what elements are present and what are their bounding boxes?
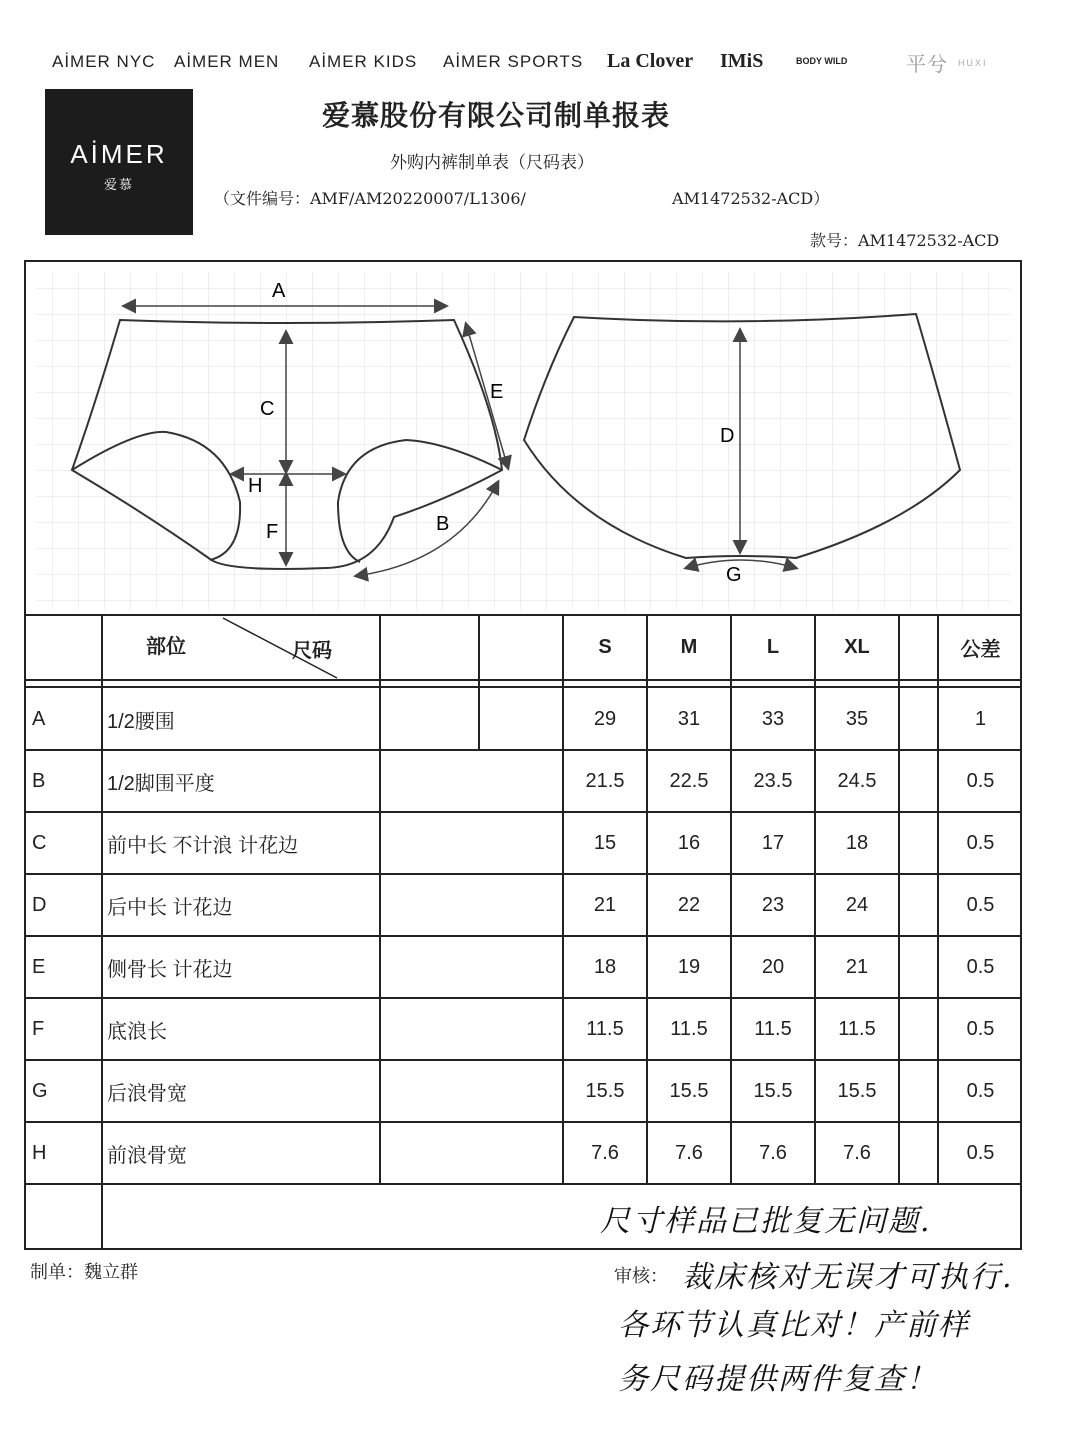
row-value-m: 31: [677, 707, 701, 730]
brand-aimer-men: AİMER MEN: [174, 52, 280, 71]
header-size: 尺码: [292, 640, 332, 662]
row-part-name: 1/2脚围平度: [107, 772, 215, 795]
row-value-m: 22.5: [669, 769, 709, 792]
row-tolerance: 0.5: [966, 1017, 995, 1040]
row-value-xl: 15.5: [837, 1079, 877, 1102]
row-value-xl: 11.5: [838, 1017, 876, 1040]
col-rule: [898, 614, 900, 1184]
row-part-name: 后中长 计花边: [107, 896, 233, 919]
row-part-name: 侧骨长 计花边: [107, 958, 233, 981]
header-size-s: S: [598, 636, 612, 658]
row-part-name: 1/2腰围: [107, 710, 175, 733]
row-value-s: 15.5: [585, 1079, 625, 1102]
row-value-l: 11.5: [754, 1017, 792, 1040]
row-code: G: [32, 1079, 48, 1102]
header-size-xl: XL: [844, 636, 870, 658]
maker: 制单：魏立群: [30, 1262, 138, 1283]
row-code: D: [32, 893, 47, 916]
brand-aimer-kids: AİMER KIDS: [309, 52, 418, 71]
row-value-s: 21.5: [585, 769, 625, 792]
label-g: G: [726, 564, 742, 586]
row-value-l: 33: [761, 707, 785, 730]
brand-aimer-nyc: AİMER NYC: [52, 52, 156, 71]
label-h: H: [248, 475, 263, 497]
row-value-xl: 7.6: [843, 1141, 871, 1164]
row-value-s: 15: [593, 831, 617, 854]
page-title: 爱慕股份有限公司制单报表: [322, 99, 671, 132]
row-part-name: 前中长 不计浪 计花边: [107, 834, 299, 857]
row-value-s: 11.5: [586, 1017, 624, 1040]
label-c: C: [260, 398, 275, 420]
handwritten-note-3: 各环节认真比对！产前样: [618, 1308, 970, 1343]
row-value-xl: 24.5: [837, 769, 877, 792]
brand-huxi-en: HUXI: [958, 58, 988, 68]
row-value-m: 16: [677, 831, 701, 854]
row-code: B: [32, 769, 46, 792]
label-a: A: [272, 280, 286, 302]
logo-text-cn: 爱慕: [103, 178, 134, 193]
brand-imis: IMiS: [720, 50, 764, 72]
handwritten-note-2: 裁床核对无误才可执行.: [682, 1260, 1014, 1295]
row-value-s: 21: [593, 893, 617, 916]
col-rule: [101, 614, 103, 1250]
row-tolerance: 0.5: [966, 1079, 995, 1102]
brand-la-clover: La Clover: [607, 50, 694, 72]
row-value-m: 7.6: [675, 1141, 703, 1164]
document-number-suffix: AM1472532-ACD）: [672, 189, 830, 208]
row-value-s: 29: [593, 707, 617, 730]
header-size-l: L: [766, 636, 780, 658]
row-value-l: 23: [761, 893, 785, 916]
row-code: H: [32, 1141, 47, 1164]
document-number: （文件编号：AMF/AM20220007/L1306/: [214, 189, 526, 208]
row-value-m: 22: [677, 893, 701, 916]
row-tolerance: 0.5: [966, 831, 995, 854]
row-value-m: 15.5: [669, 1079, 709, 1102]
row-code: A: [32, 707, 46, 730]
style-number: 款号：AM1472532-ACD: [810, 231, 1000, 250]
label-d: D: [720, 425, 735, 447]
row-value-m: 11.5: [670, 1017, 708, 1040]
row-value-m: 19: [677, 955, 701, 978]
row-tolerance: 0.5: [966, 769, 995, 792]
logo-text-en: AİMER: [70, 139, 168, 169]
handwritten-note-1: 尺寸样品已批复无问题.: [600, 1204, 932, 1239]
garment-diagram: [26, 262, 1020, 614]
label-f: F: [266, 521, 279, 543]
row-code: C: [32, 831, 47, 854]
row-value-xl: 24: [845, 893, 869, 916]
aimer-logo: [45, 89, 193, 235]
handwritten-note-4: 务尺码提供两件复查！: [618, 1362, 938, 1397]
row-tolerance: 0.5: [966, 955, 995, 978]
header-size-m: M: [680, 636, 698, 658]
row-value-s: 7.6: [591, 1141, 619, 1164]
row-value-l: 23.5: [753, 769, 793, 792]
row-value-xl: 21: [845, 955, 869, 978]
row-code: E: [32, 955, 46, 978]
row-tolerance: 0.5: [966, 893, 995, 916]
row-tolerance: 1: [974, 707, 987, 730]
col-rule: [478, 614, 480, 750]
row-value-l: 20: [761, 955, 785, 978]
row-tolerance: 0.5: [966, 1141, 995, 1164]
row-part-name: 前浪骨宽: [107, 1144, 187, 1167]
row-part-name: 后浪骨宽: [107, 1082, 187, 1105]
col-rule: [379, 614, 381, 1184]
row-value-xl: 18: [845, 831, 869, 854]
row-code: F: [32, 1017, 45, 1040]
row-value-l: 15.5: [753, 1079, 793, 1102]
label-e: E: [490, 381, 504, 403]
header-part: 部位: [146, 636, 186, 658]
reviewer-label: 审核：: [614, 1266, 668, 1287]
header-rule: [26, 679, 1022, 681]
brand-aimer-sports: AİMER SPORTS: [443, 52, 584, 71]
page-subtitle: 外购内裤制单表（尺码表）: [390, 153, 594, 173]
row-value-s: 18: [593, 955, 617, 978]
row-value-l: 17: [761, 831, 785, 854]
row-value-l: 7.6: [759, 1141, 787, 1164]
row-value-xl: 35: [845, 707, 869, 730]
brand-body-wild: BODY WILD: [796, 56, 848, 66]
header-tolerance: 公差: [960, 639, 1001, 661]
label-b: B: [436, 513, 450, 535]
brand-huxi: 平兮: [906, 52, 948, 76]
row-part-name: 底浪长: [107, 1020, 167, 1043]
header-diagonal: [103, 616, 379, 679]
